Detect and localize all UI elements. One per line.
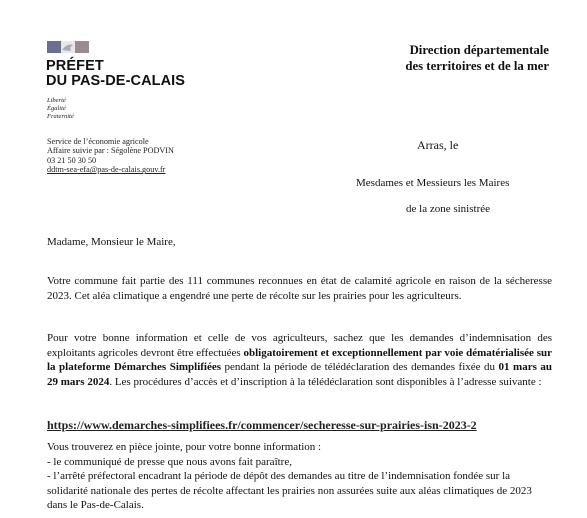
demarches-link[interactable]: https://www.demarches-simplifiees.fr/commencer/secheresse-sur-prairies-isn-2023-2	[47, 418, 477, 432]
marianne-flag-logo	[47, 41, 89, 53]
attachment-item-1: - le communiqué de presse que nous avons fait paraître,	[47, 455, 292, 468]
attachment-item-2: - l’arrêté préfectoral encadrant la période de dépôt des demandes au titre de l’indemnisation fondée sur la solidarité nationale des pertes de récolte affectant les prairies non assurées suite aux aléas climatiques de 2023 dans le Pas-de-Calais.	[47, 470, 532, 512]
paragraph-1: Votre commune fait partie des 111 communes reconnues en état de calamité agricole en raison de la sécheresse 2023. Cet aléa climatique a engendré une perte de récolte sur les prairies pour les agriculteurs.	[47, 275, 552, 302]
recipient-line-1: Mesdames et Messieurs les Maires	[356, 177, 510, 189]
prefet-title: PRÉFET DU PAS-DE-CALAIS	[46, 58, 186, 89]
paragraph-2: Pour votre bonne information et celle de vos agriculteurs, sachez que les demandes d’indemnisation des exploitants agricoles devront être effectuées obligatoirement et exceptionnellement par voie dématérialisée sur la plateforme Démarches Simplifiées pendant la période de télédéclaration des demandes fixée du 01 mars au 29 mars 2024. Les procédures d’accès et d’inscription à la télédéclaration sont disponibles à l’adresse suivante :	[47, 332, 553, 388]
paragraph-3	[47, 440, 552, 513]
service-name: Service de l’économie agricole	[47, 137, 149, 146]
email-link[interactable]: ddtm-sea-efa@pas-de-calais.gouv.fr	[47, 165, 166, 175]
recipient-line-2: de la zone sinistrée	[406, 203, 490, 215]
phone-number: 03 21 50 30 50	[47, 155, 97, 165]
salutation: Madame, Monsieur le Maire,	[47, 236, 176, 248]
attachments-intro: Vous trouverez en pièce jointe, pour votre bonne information :	[47, 441, 322, 453]
service-contact-block	[47, 137, 174, 175]
place-date: Arras, le	[417, 138, 459, 152]
republic-motto: Liberté Égalité Fraternité	[47, 97, 74, 120]
direction-header: Direction départementale des territoires et de la mer	[405, 43, 549, 73]
affaire-suivie: Affaire suivie par : Ségolène PODVIN	[47, 146, 174, 156]
